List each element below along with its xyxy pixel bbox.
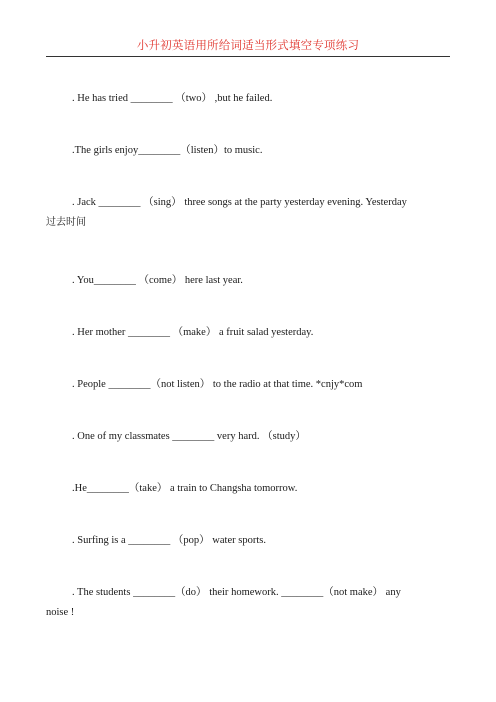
question-line-2: 过去时间 [46, 217, 86, 228]
header-divider [46, 56, 450, 57]
question-9 [46, 531, 450, 551]
word: Yesterday [365, 197, 407, 208]
question-5 [46, 323, 450, 343]
question-text: . You________ （come） here last year. [72, 275, 243, 286]
word: the [244, 197, 258, 208]
word: ________（do） [133, 587, 207, 598]
question-3 [46, 193, 450, 233]
question-6 [46, 375, 450, 395]
question-10 [46, 583, 450, 623]
word: evening. [327, 197, 364, 208]
question-line-1 [46, 583, 450, 603]
word: three [184, 197, 206, 208]
word: party [260, 197, 282, 208]
word: any [385, 587, 401, 598]
word: songs [207, 197, 232, 208]
question-1 [46, 89, 450, 109]
question-text: .The girls enjoy________（listen）to music. [72, 145, 263, 156]
question-text: . People ________（not listen） to the radio at that time. *cnjy*com [72, 379, 363, 390]
word: （sing） [143, 197, 182, 208]
question-text: . One of my classmates ________ very hard. （study） [72, 431, 306, 442]
word: yesterday [284, 197, 325, 208]
question-8 [46, 479, 450, 499]
word: their [209, 587, 229, 598]
question-line-2: noise ! [46, 607, 75, 618]
word: homework. [231, 587, 279, 598]
word: students [96, 587, 131, 598]
question-text: .He________（take） a train to Changsha tomorrow. [72, 483, 298, 494]
word: at [234, 197, 243, 208]
question-line-1 [46, 193, 450, 213]
word: ________（not [281, 587, 348, 598]
word: . The [72, 587, 94, 598]
page-title: 小升初英语用所给词适当形式填空专项练习 [136, 38, 360, 52]
question-text: . Surfing is a ________ （pop） water sports. [72, 535, 266, 546]
question-4 [46, 271, 450, 291]
question-text: . He has tried ________ （two） ,but he failed. [72, 93, 273, 104]
word: make） [349, 587, 384, 598]
question-text: . Her mother ________ （make） a fruit salad yesterday. [72, 327, 314, 338]
word: . Jack ________ [72, 197, 141, 208]
question-7 [46, 427, 450, 447]
question-2 [46, 141, 450, 161]
